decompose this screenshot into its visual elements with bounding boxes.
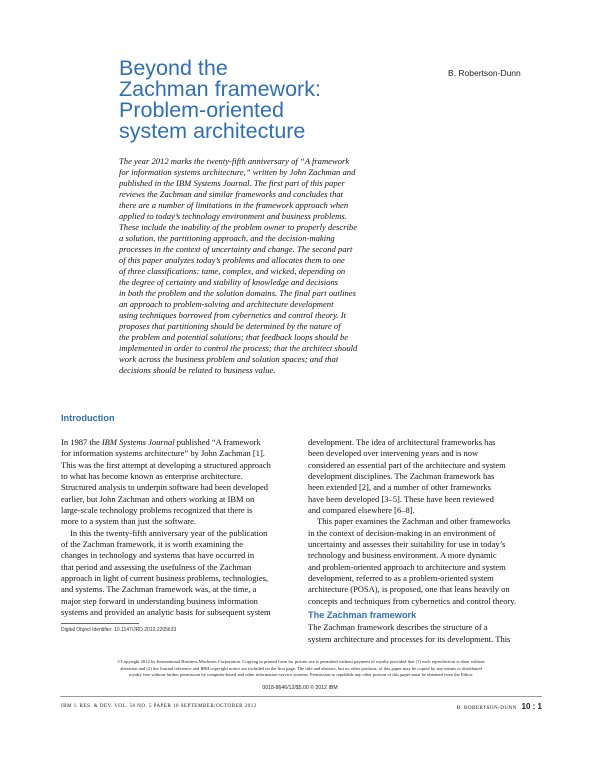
footer-divider xyxy=(60,696,542,697)
body-line: major step forward in understanding business information xyxy=(61,595,258,606)
body-line: development, referred to as a problem-oriented system xyxy=(308,573,494,584)
title-line: Problem-oriented xyxy=(119,98,284,122)
body-column-right xyxy=(308,437,548,645)
abstract-line: implemented in order to control the process; that the architect should xyxy=(119,343,358,353)
footer-author: B. ROBERTSON-DUNN xyxy=(456,705,517,711)
abstract-line: there are a number of limitations in the framework approach when xyxy=(119,200,349,210)
text-run: published “A framework xyxy=(174,437,261,447)
body-line: that period and assessing the usefulness of the Zachman xyxy=(61,561,252,572)
body-column-left xyxy=(61,437,301,619)
title-line: Beyond the xyxy=(119,56,228,80)
section-heading-introduction: Introduction xyxy=(61,413,115,423)
body-line: system architecture and processes for its development. This xyxy=(308,633,511,644)
body-line: approach in light of current business problems, technologies, xyxy=(61,573,269,584)
abstract-line: The year 2012 marks the twenty-fifth anniversary of “A framework xyxy=(119,156,350,166)
body-line: and problem-oriented approach to architecture and system xyxy=(308,561,506,572)
author-name: B. Robertson-Dunn xyxy=(448,68,521,78)
body-line: have been developed [3–5]. These have been reviewed xyxy=(308,493,494,504)
page-number: 10 : 1 xyxy=(521,702,542,711)
abstract-line: for information systems architecture,” written by John Zachman and xyxy=(119,167,356,177)
abstract xyxy=(119,156,391,376)
body-line: and systems. The Zachman framework was, at the time, a xyxy=(61,584,257,595)
copyright-line: ©Copyright 2012 by International Business Machines Corporation. Copying in printed form for private use is permitted without payment of royalty provided that (1) each reproduction is done without xyxy=(117,659,485,664)
journal-name: IBM Systems Journal xyxy=(101,437,175,447)
body-line: architecture (POSA), is proposed, one that leans heavily on xyxy=(308,584,510,595)
body-line: development disciplines. The Zachman framework has xyxy=(308,471,495,482)
body-line: in the context of decision-making in an environment of xyxy=(308,527,496,538)
body-line: technology and business environment. A more dynamic xyxy=(308,550,497,561)
page-footer-right xyxy=(457,702,542,711)
body-line: Structured analysis to underpin software had been developed xyxy=(61,482,269,493)
body-line: In this the twenty-fifth anniversary year of the publication xyxy=(70,527,268,538)
abstract-line: reviews the Zachman and similar frameworks and concludes that xyxy=(119,189,344,199)
body-line: been extended [2], and a number of other frameworks xyxy=(308,482,491,493)
body-line: concepts and techniques from cybernetics and control theory. xyxy=(308,595,517,606)
abstract-line: an approach to problem-solving and architecture development xyxy=(119,299,334,309)
body-line: been developed over intervening years and is now xyxy=(308,448,479,459)
abstract-line: of this paper analyzes today’s problems and allocates them to one xyxy=(119,255,345,265)
abstract-line: processes in the context of uncertainty and change. The second part xyxy=(119,244,353,254)
abstract-line: in both the problem and the solution domains. The final part outlines xyxy=(119,288,356,298)
body-line: considered an essential part of the architecture and system xyxy=(308,459,506,470)
abstract-line: published in the IBM Systems Journal. The first part of this paper xyxy=(119,178,345,188)
abstract-line: the degree of certainty and stability of knowledge and decisions xyxy=(119,277,339,287)
body-line: earlier, but John Zachman and others working at IBM on xyxy=(61,493,255,504)
body-line: changes in technology and systems that have occurred in xyxy=(61,550,255,561)
body-line: to what has become known as enterprise architecture. xyxy=(61,471,243,482)
body-line: more to a system than just the software. xyxy=(61,516,197,527)
footnote-divider xyxy=(61,623,139,624)
copyright-line: alteration and (2) the Journal reference and IBM copyright notice are included on the first page. The title and abstract, but no other portions, of this paper may be copied by any means or distributed xyxy=(120,665,482,671)
body-line: The Zachman framework describes the structure of a xyxy=(308,622,488,633)
body-line: large-scale technology problems recognized that there is xyxy=(61,505,253,516)
title-line: Zachman framework: xyxy=(119,77,321,101)
abstract-line: using techniques borrowed from cybernetics and control theory. It xyxy=(119,310,346,320)
abstract-line: decisions should be related to business value. xyxy=(119,365,276,375)
body-line xyxy=(61,437,301,448)
abstract-line: the problem and potential solutions; that feedback loops should be xyxy=(119,332,349,342)
abstract-line: a solution, the partitioning approach, and the decision-making xyxy=(119,233,335,243)
abstract-line: work across the business problem and solution spaces; and that xyxy=(119,354,339,364)
doi-identifier: Digital Object Identifier: 10.1147/JRD.2012.2205633 xyxy=(61,627,177,633)
copyright-line: royalty free without further permission by computer-based and other information-service systems. Permission to republish any other portion of this paper must be obtained from the Editor. xyxy=(128,672,474,678)
abstract-line: These include the inability of the problem owner to properly describe xyxy=(119,222,358,232)
article-title xyxy=(119,58,379,142)
body-line: This paper examines the Zachman and other frameworks xyxy=(317,516,511,527)
copyright-notice xyxy=(61,659,541,679)
body-line: systems and provided an analytic basis for subsequent system xyxy=(61,607,271,618)
journal-citation-footer: IBM J. RES. & DEV. VOL. 56 NO. 5 PAPER 10 SEPTEMBER/OCTOBER 2012 xyxy=(61,703,257,709)
abstract-line: proposes that partitioning should be determined by the nature of xyxy=(119,321,341,331)
body-line: of the Zachman framework, it is worth examining the xyxy=(61,539,243,550)
body-line: development. The idea of architectural frameworks has xyxy=(308,437,496,447)
issn-line: 0018-8646/12/$5.00 © 2012 IBM xyxy=(262,685,338,691)
body-line: This was the first attempt at developing a structured approach xyxy=(61,459,271,470)
abstract-line: applied to today’s technology environment and business problems. xyxy=(119,211,347,221)
body-line: uncertainty and assesses their suitability for use in today’s xyxy=(308,539,506,550)
title-line: system architecture xyxy=(119,119,306,143)
section-heading-zachman-framework: The Zachman framework xyxy=(308,610,417,621)
body-line: for information systems architecture” by John Zachman [1]. xyxy=(61,448,265,459)
text-run: In 1987 the xyxy=(61,437,102,447)
abstract-line: of three classifications: tame, complex, and wicked, depending on xyxy=(119,266,346,276)
body-line: and compared elsewhere [6–8]. xyxy=(308,505,415,516)
